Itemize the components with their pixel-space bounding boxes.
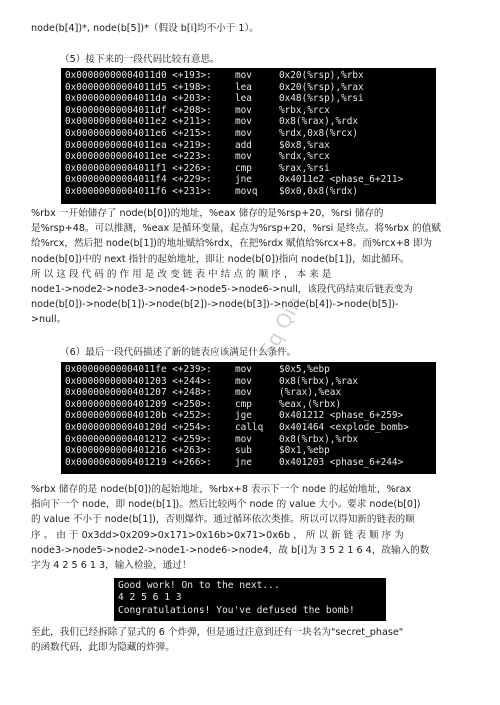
code-line	[65, 399, 436, 411]
code-addr: 0x000000000040120b <+252>:	[65, 410, 212, 422]
code-args: 0x401212 <phase_6+259>	[279, 410, 404, 422]
paragraph-line: 至此，我们已经拆除了显式的 6 个炸弹，但是通过注意到还有一块名为"secret_phase"	[31, 627, 404, 638]
code-args: %rdx,0x8(%rcx)	[279, 127, 359, 139]
code-args: 0x401203 <phase_6+244>	[279, 456, 404, 468]
code-op: cmp	[235, 162, 252, 174]
code-addr: 0x0000000000401212 <+259>:	[65, 433, 212, 445]
paragraph-line: 所 以 这 段 代 码 的 作 用 是 改 变 链 表 中 结 点 的 顺 序 ， 本 来 是	[31, 268, 332, 280]
code-op: lea	[235, 93, 252, 105]
code-line	[65, 93, 436, 105]
code-op: mov	[235, 433, 252, 445]
code-line	[65, 128, 436, 140]
code-op: mov	[235, 364, 252, 375]
section5-code-block	[61, 68, 436, 204]
paragraph-line: 的函数代码，此即为隐藏的炸弹。	[31, 642, 175, 654]
code-line	[65, 186, 436, 198]
code-args: (%rax),%eax	[279, 387, 342, 399]
code-args: $0x5,%ebp	[279, 364, 330, 375]
code-addr: 0x000000000040120d <+254>:	[65, 421, 212, 433]
code-args: %rax,%rsi	[279, 162, 330, 174]
code-op: jge	[235, 410, 252, 422]
code-args: 0x8(%rbx),%rax	[279, 375, 359, 387]
code-args: 0x48(%rsp),%rsi	[279, 93, 364, 105]
code-addr: 0x00000000004011ee <+223>:	[65, 151, 212, 163]
paragraph-line: node1->node2->node3->node4->node5->node6->null，该段代码结束后链表变为	[31, 284, 413, 296]
code-op: callq	[235, 421, 264, 433]
code-op: mov	[235, 127, 252, 139]
paragraph-line: node(b[0])中的 next 指针的起始地址，即让 node(b[0])指向 node(b[1])，如此循环。	[31, 253, 410, 265]
code-line	[65, 140, 436, 152]
code-op: add	[235, 139, 252, 151]
code-op: mov	[235, 70, 252, 81]
code-addr: 0x00000000004011e2 <+211>:	[65, 116, 212, 128]
code-line	[65, 457, 436, 469]
paragraph-line: 的 value 不小于 node(b[1])，否则爆炸。通过循环依次类推。所以可以得知新的链表的顺	[31, 514, 415, 526]
watermark: Sq Qin	[255, 291, 308, 362]
terminal-line: Congratulations! You've defused the bomb!	[118, 604, 355, 616]
code-addr: 0x00000000004011ea <+219>:	[65, 139, 212, 151]
code-addr: 0x0000000000401216 <+263>:	[65, 445, 212, 457]
code-op: lea	[235, 81, 252, 93]
code-args: 0x20(%rsp),%rbx	[279, 70, 364, 81]
paragraph-line: >null。	[31, 314, 67, 326]
paragraph-line: node(b[0])->node(b[1])->node(b[2])->node(b[3])->node(b[4])->node(b[5])-	[31, 299, 399, 311]
code-args: 0x20(%rsp),%rax	[279, 81, 364, 93]
code-addr: 0x00000000004011df <+208>:	[65, 104, 212, 116]
code-line	[65, 116, 436, 128]
code-line	[65, 105, 436, 117]
code-addr: 0x00000000004011f4 <+229>:	[65, 174, 212, 186]
code-addr: 0x00000000004011d5 <+198>:	[65, 81, 212, 93]
top-line: node(b[4])*, node(b[5])*（假设 b[i]均不小于 1）。	[31, 23, 259, 34]
code-args: $0x1,%ebp	[279, 445, 330, 457]
code-addr: 0x00000000004011f1 <+226>:	[65, 162, 212, 174]
paragraph-line: node3->node5->node2->node1->node6->node4，故 b[i]为 3 5 2 1 6 4，故输入的数	[31, 544, 430, 556]
section5-heading: （5）接下来的一段代码比较有意思。	[60, 54, 220, 65]
code-addr: 0x0000000000401219 <+266>:	[65, 456, 212, 468]
code-op: mov	[235, 375, 252, 387]
code-op: movq	[235, 185, 258, 197]
code-args: 0x8(%rbx),%rbx	[279, 433, 359, 445]
code-line	[65, 364, 436, 376]
code-line	[65, 422, 436, 434]
code-addr: 0x0000000000401209 <+250>:	[65, 398, 212, 410]
code-op: sub	[235, 445, 252, 457]
code-args: 0x8(%rax),%rdx	[279, 116, 359, 128]
terminal-output	[114, 578, 386, 621]
code-args: %eax,(%rbx)	[279, 398, 342, 410]
closing-paragraph	[31, 625, 469, 655]
code-line	[65, 445, 436, 457]
paragraph-line: 指向下一个 node，即 node(b[1])。然后比较两个 node 的 value 大小。要求 node(b[0])	[31, 499, 421, 511]
code-args: %rdx,%rcx	[279, 151, 330, 163]
paragraph-line: 给%rcx，然后把 node(b[1])的地址赋给%rdx，在把%rdx 赋值给%rcx+8。而%rcx+8 即为	[31, 238, 433, 250]
paragraph-line: 字为 4 2 5 6 1 3，输入检验，通过！	[31, 560, 192, 572]
code-op: mov	[235, 151, 252, 163]
code-addr: 0x00000000004011f6 <+231>:	[65, 185, 212, 197]
code-line	[65, 151, 436, 163]
code-addr: 0x00000000004011e6 <+215>:	[65, 127, 212, 139]
code-line	[65, 174, 436, 186]
code-op: jne	[235, 456, 252, 468]
code-addr: 0x0000000000401203 <+244>:	[65, 375, 212, 387]
section6-heading: （6）最后一段代码描述了新的链表应该满足什么条件。	[60, 347, 297, 358]
terminal-line: 4 2 5 6 1 3	[118, 592, 182, 604]
code-args: 0x401464 <explode_bomb>	[279, 421, 409, 433]
paragraph-line: 序 。 由 于 0x3dd>0x209>0x171>0x16b>0x71>0x6b ， 所 以 新 链 表 顺 序 为	[31, 529, 404, 541]
code-args: 0x4011e2 <phase_6+211>	[279, 174, 404, 186]
code-op: mov	[235, 116, 252, 128]
code-op: cmp	[235, 398, 252, 410]
code-line	[65, 410, 436, 422]
code-op: mov	[235, 387, 252, 399]
code-op: jne	[235, 174, 252, 186]
code-line	[65, 376, 436, 388]
paragraph-line: 是%rsp+48。可以推测，%eax 是循环变量，起点为%rsp+20，%rsi 是终点。将%rbx 的值赋	[31, 223, 441, 235]
section6-code-block	[61, 362, 436, 474]
code-line	[65, 163, 436, 175]
code-addr: 0x00000000004011da <+203>:	[65, 93, 212, 105]
paragraph-line: %rbx 一开始储存了 node(b[0])的地址，%eax 储存的是%rsp+20，%rsi 储存的	[31, 208, 384, 219]
code-addr: 0x00000000004011d0 <+193>:	[65, 70, 212, 81]
section6-paragraph	[31, 482, 469, 573]
paragraph-line: %rbx 储存的是 node(b[0])的起始地址，%rbx+8 表示下一个 node 的起始地址，%rax	[31, 484, 412, 495]
code-args: $0x8,%rax	[279, 139, 330, 151]
code-addr: 0x0000000000401207 <+248>:	[65, 387, 212, 399]
section5-paragraph	[31, 206, 469, 328]
code-addr: 0x00000000004011fe <+239>:	[65, 364, 212, 375]
code-line	[65, 70, 436, 82]
terminal-line: Good work! On to the next...	[118, 580, 280, 591]
code-line	[65, 434, 436, 446]
code-line	[65, 387, 436, 399]
code-args: %rbx,%rcx	[279, 104, 330, 116]
code-args: $0x0,0x8(%rdx)	[279, 185, 359, 197]
code-line	[65, 82, 436, 94]
code-op: mov	[235, 104, 252, 116]
